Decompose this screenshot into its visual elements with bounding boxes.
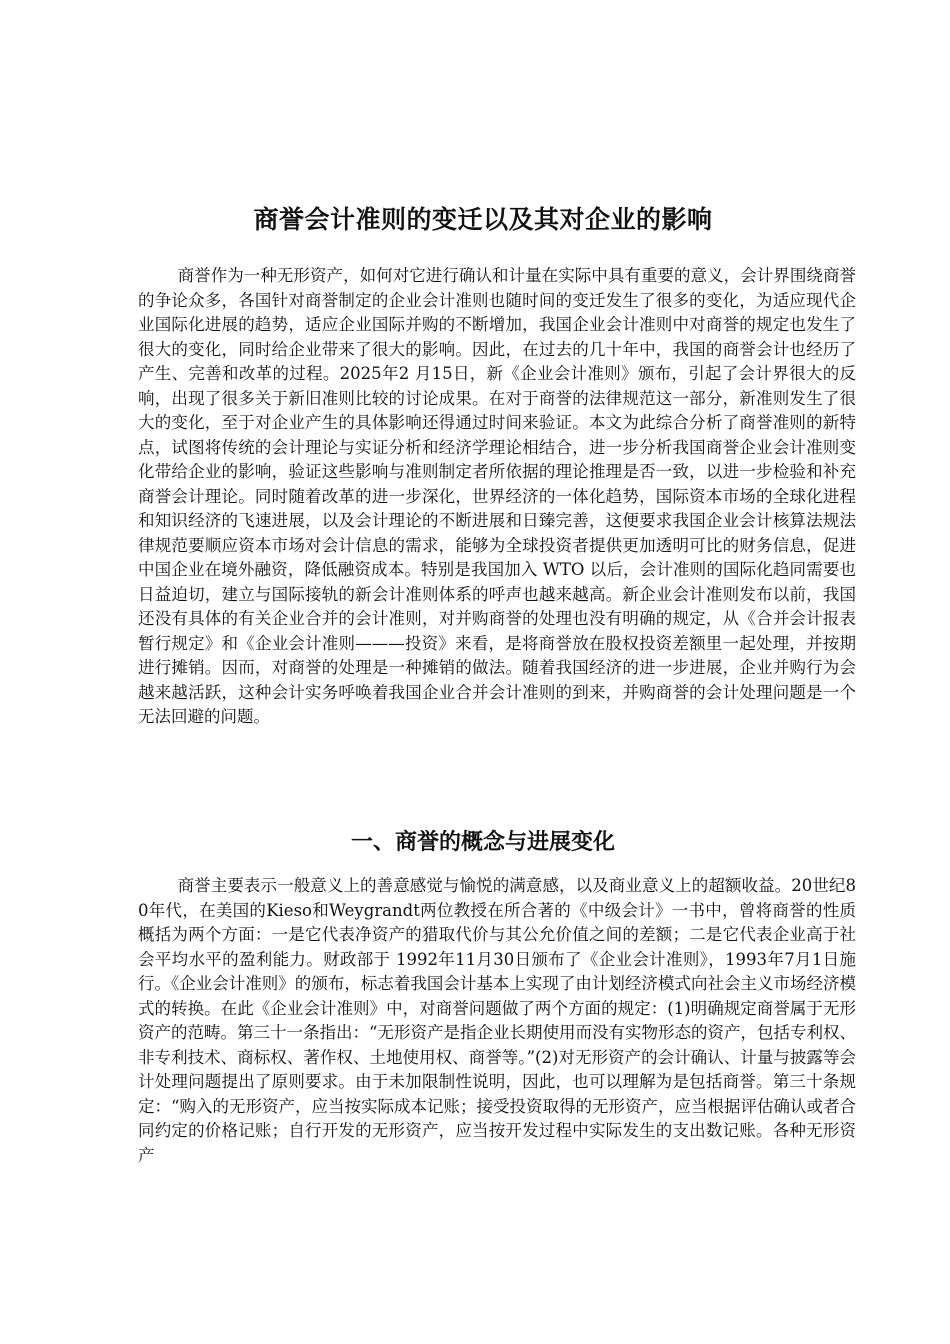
section-1-paragraph: 商誉主要表示一般意义上的善意感觉与愉悦的满意感，以及商业意义上的超额收益。20世纪80年代，在美国的Kieso和Weygrandt两位教授在所合著的《中级会计》一书中，曾将商誉的性质概括为两个方面：一是它代表净资产的猎取代价与其公允价值之间的差额；二是它代表企业高于社会平均水平的盈利能力。财政部于 1992年11月30日颁布了《企业会计准则》，1993年7月1日施行。《企业会计准则》的颁布，标志着我国会计基本上实现了由计划经济模式向社会主义市场经济模式的转换。在此《企业会计准则》中，对商誉问题做了两个方面的规定：(1)明确规定商誉属于无形资产的范畴。第三十一条指出：“无形资产是指企业长期使用而没有实物形态的资产，包括专利权、非专利技术、商标权、著作权、土地使用权、商誉等。”(2)对无形资产的会计确认、计量与披露等会计处理问题提出了原则要求。由于未加限制性说明，因此，也可以理解为是包括商誉。第三十条规定：“购入的无形资产，应当按实际成本记账；接受投资取得的无形资产，应当根据评估确认或者合同约定的价格记账；自行开发的无形资产，应当按开发过程中实际发生的支出数记账。各种无形资产 xyxy=(138,876,856,1165)
intro-paragraph: 商誉作为一种无形资产，如何对它进行确认和计量在实际中具有重要的意义，会计界围绕商誉的争论众多，各国针对商誉制定的企业会计准则也随时间的变迁发生了很多的变化，为适应现代企业国际化进展的趋势，适应企业国际并购的不断增加，我国企业会计准则中对商誉的规定也发生了很大的变化，同时给企业带来了很大的影响。因此，在过去的几十年中，我国的商誉会计也经历了产生、完善和改革的过程。2025年2 月15日，新《企业会计准则》颁布，引起了会计界很大的反响，出现了很多关于新旧准则比较的讨论成果。在对于商誉的法律规范这一部分，新准则发生了很大的变化，至于对企业产生的具体影响还得通过时间来验证。本文为此综合分析了商誉准则的新特点，试图将传统的会计理论与实证分析和经济学理论相结合，进一步分析我国商誉企业会计准则变化带给企业的影响，验证这些影响与准则制定者所依据的理论推理是否一致，以进一步检验和补充商誉会计理论。同时随着改革的进一步深化，世界经济的一体化趋势，国际资本市场的全球化进程和知识经济的飞速进展，以及会计理论的不断进展和日臻完善，这便要求我国企业会计核算法规法律规范要顺应资本市场对会计信息的需求，能够为全球投资者提供更加透明可比的财务信息，促进中国企业在境外融资，降低融资成本。特别是我国加入 WTO 以后，会计准则的国际化趋同需要也日益迫切，建立与国际接轨的新会计准则体系的呼声也越来越高。新企业会计准则发布以前，我国还没有具体的有关企业合并的会计准则，对并购商誉的处理也没有明确的规定，从《合并会计报表暂行规定》和《企业会计准则———投资》来看，是将商誉放在股权投资差额里一起处理，并按期进行摊销。因而，对商誉的处理是一种摊销的做法。随着我国经济的进一步进展，企业并购行为会越来越活跃，这种会计实务呼唤着我国企业合并会计准则的到来，并购商誉的会计处理问题是一个无法回避的问题。 xyxy=(138,266,856,726)
document-title: 商誉会计准则的变迁以及其对企业的影响 xyxy=(253,205,713,234)
section-1-heading: 一、商誉的概念与进展变化 xyxy=(350,830,615,855)
